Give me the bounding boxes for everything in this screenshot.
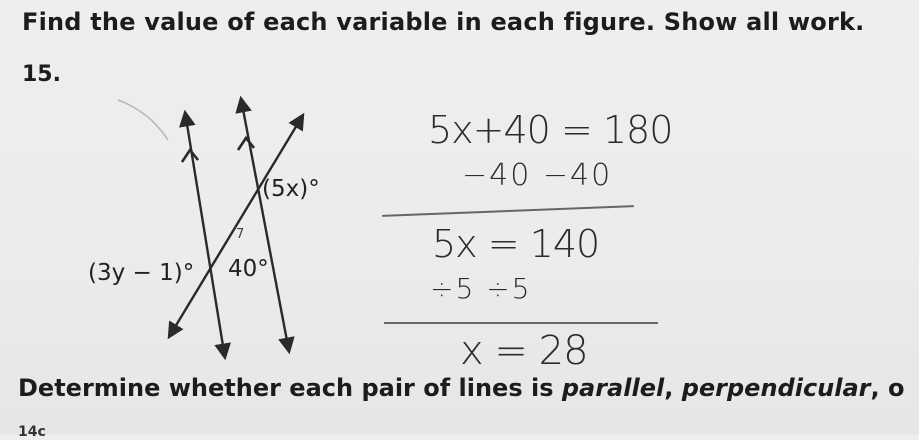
pencil-stroke [118,100,168,140]
angle-label-5x: (5x)° [262,176,320,202]
work-step-4: ÷5 ÷5 [430,272,532,305]
next-instruction-suffix: , o [870,374,905,402]
next-instruction [18,374,904,402]
parallel-mark-left [182,150,198,162]
next-instruction-prefix: Determine whether each pair of lines is [18,374,562,402]
work-step-3: 5x = 140 [432,222,600,266]
angle-label-3y-minus-1: (3y − 1)° [88,260,195,286]
work-step-1: 5x+40 = 180 [428,108,673,152]
term-perpendicular: perpendicular [681,374,871,402]
next-instruction-sep: , [664,374,682,402]
work-answer: x = 28 [460,328,588,374]
clipped-fragment: 14c [18,424,46,440]
work-rule-2 [384,322,658,324]
work-step-2: −40 −40 [462,158,613,193]
angle-label-40: 40° [228,256,269,282]
problem-number: 15. [22,62,61,87]
small-angle-mark: 7 [236,227,245,242]
instruction-heading: Find the value of each variable in each figure. Show all work. [22,8,865,36]
term-parallel: parallel [561,374,665,402]
